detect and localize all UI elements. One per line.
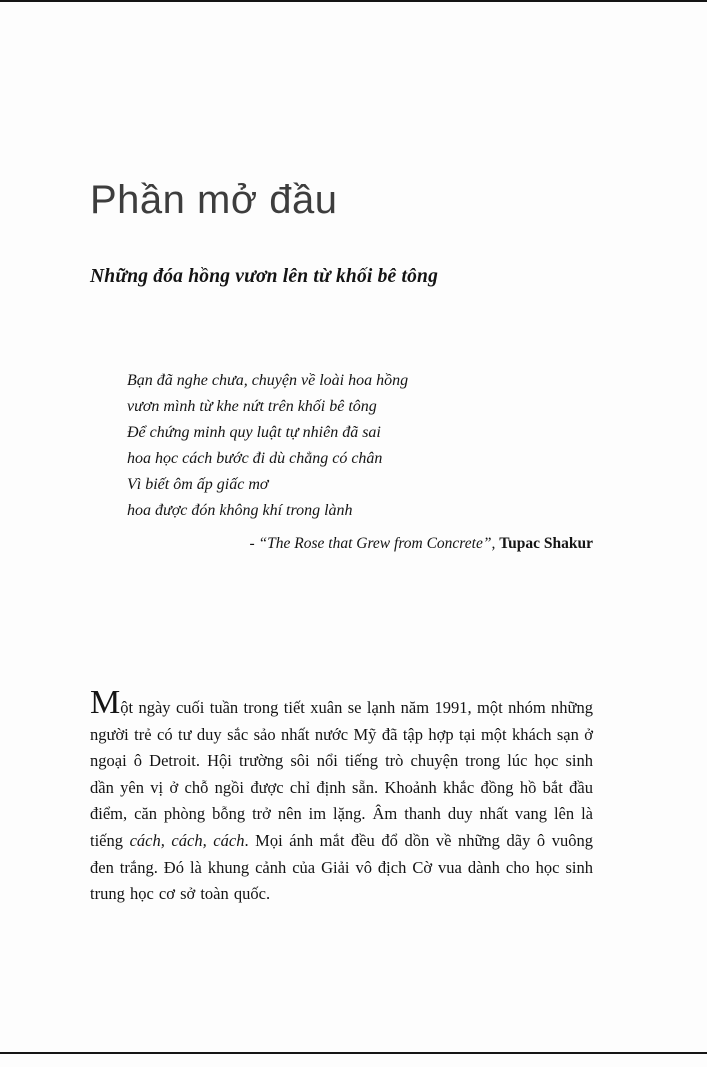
poem-line: Để chứng minh quy luật tự nhiên đã sai (127, 424, 381, 441)
chapter-subtitle: Những đóa hồng vươn lên từ khối bê tông (90, 266, 439, 287)
poem-line: Bạn đã nghe chưa, chuyện về loài hoa hồng (127, 372, 409, 389)
chapter-title: Phần mở đầu (90, 178, 338, 222)
bottom-rule (0, 1052, 707, 1054)
body-text-segment: ột ngày cuối tuần trong tiết xuân se lạnh năm 1991, một nhóm những người trẻ có tư duy sắc sảo nhất nước Mỹ đã tập hợp tại một khách sạn ở ngoại ô Detroit. Hội trường sôi nổi tiếng trò chuyện trong lúc học sinh dần yên vị ở chỗ ngồi được chỉ định sẵn. Khoảnh khắc đồng hồ bắt đầu điểm, căn phòng bỗng trở nên im lặng. Âm thanh duy nhất vang lên là tiếng (90, 698, 593, 850)
poem-line: Vì biết ôm ấp giấc mơ (127, 476, 269, 493)
poem-line: vươn mình từ khe nứt trên khối bê tông (127, 398, 377, 415)
body-paragraph (90, 684, 593, 908)
body-text-italic: cách, cách, cách (129, 830, 245, 850)
body-text-segment: . Mọi ánh mắt đều đổ dồn về những dãy ô vuông đen trắng. Đó là khung cảnh của Giải vô địch Cờ vua dành cho học sinh trung học cơ sở toàn quốc. (90, 830, 593, 904)
poem-attribution (90, 535, 593, 553)
attribution-dash: - (249, 535, 259, 552)
page-content (90, 0, 593, 1067)
attribution-author: Tupac Shakur (499, 535, 593, 552)
dropcap-letter: M (90, 684, 121, 721)
attribution-source: “The Rose that Grew from Concrete”, (258, 535, 500, 552)
poem-line: hoa được đón không khí trong lành (127, 502, 353, 519)
poem-line: hoa học cách bước đi dù chẳng có chân (127, 450, 383, 467)
poem-block (127, 368, 408, 524)
